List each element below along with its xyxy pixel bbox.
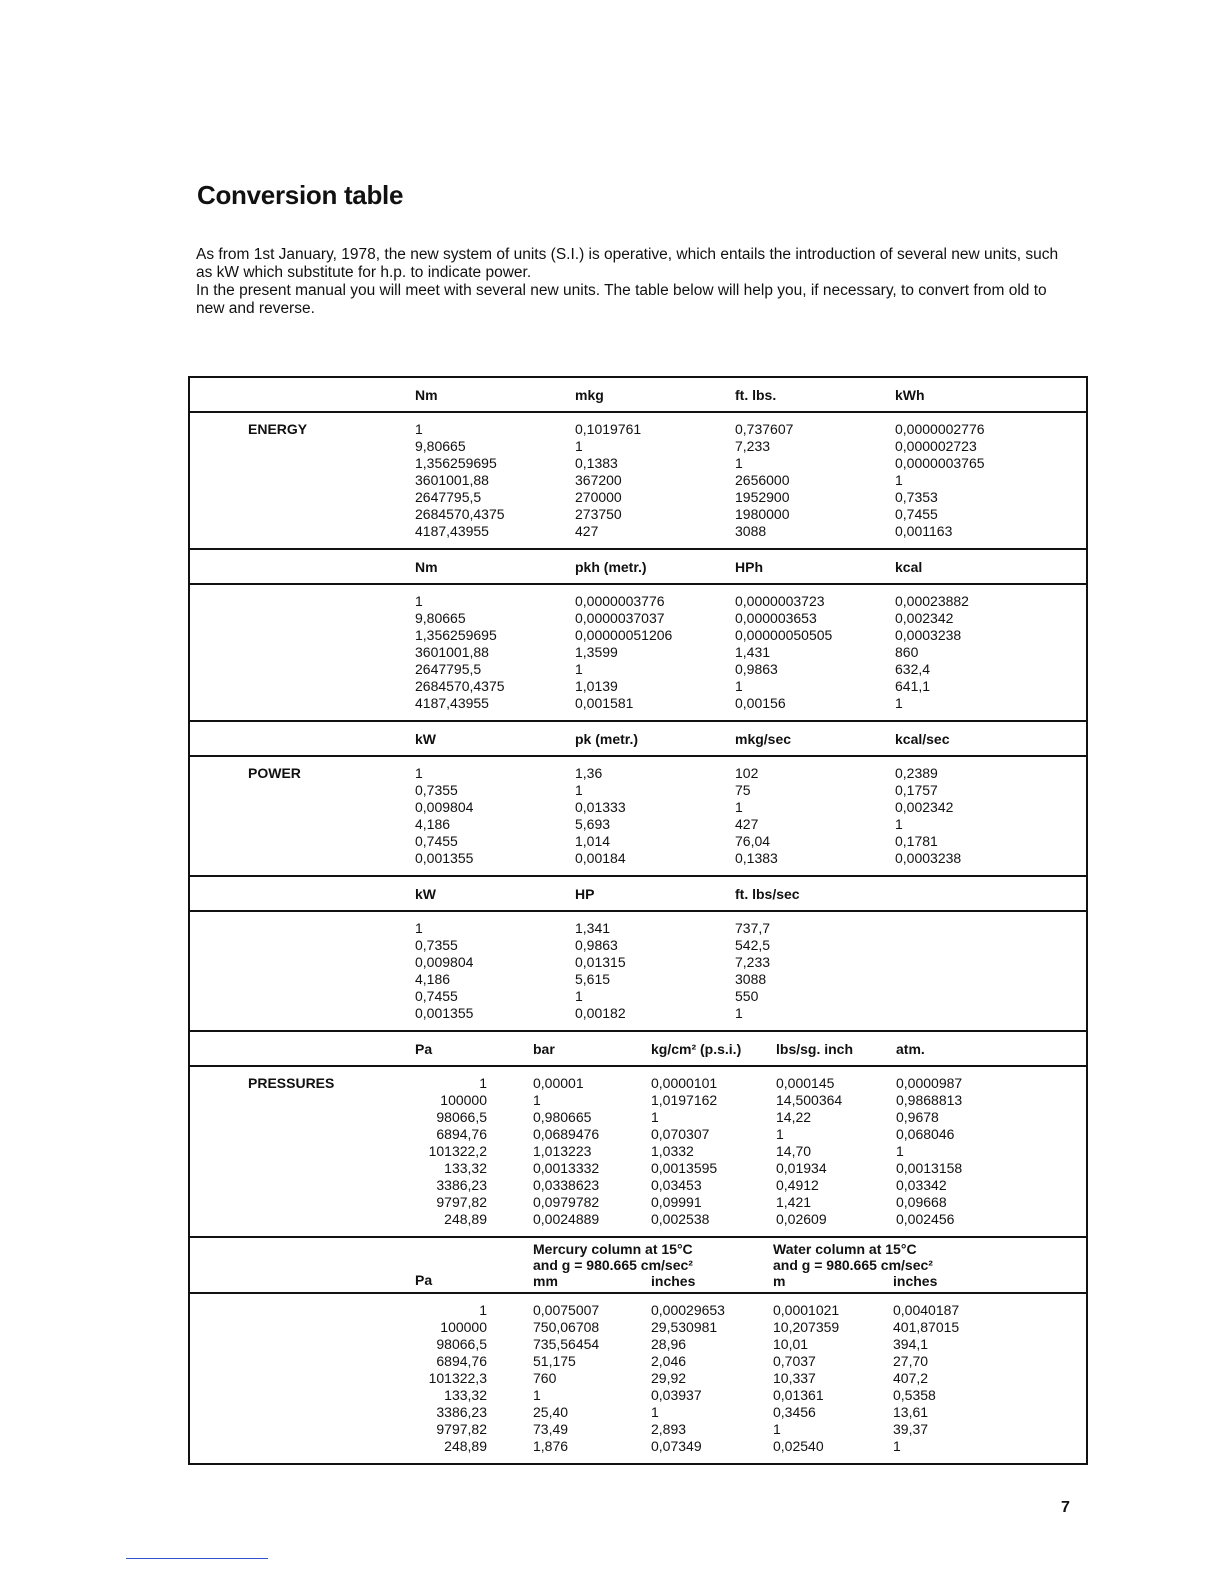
- table-cell: 1: [651, 1404, 659, 1420]
- table-cell: 1: [735, 1005, 743, 1021]
- table-cell: 0,7353: [895, 489, 938, 505]
- table-cell: 0,7355: [415, 937, 458, 953]
- table-cell: 51,175: [533, 1353, 576, 1369]
- value-column: [533, 1302, 651, 1455]
- table-cell: 407,2: [893, 1370, 929, 1386]
- table-cell: 0,00182: [575, 1005, 626, 1021]
- table-cell: 0,5358: [893, 1387, 936, 1403]
- table-cell: 0,0000003776: [575, 593, 665, 609]
- table-cell: 1: [575, 661, 583, 677]
- table-cell: 29,530981: [651, 1319, 718, 1335]
- table-cell: 641,1: [895, 678, 931, 694]
- table-cell: 1: [895, 695, 903, 711]
- value-column: [773, 1302, 893, 1455]
- table-cell: 367200: [575, 472, 622, 488]
- table-cell: 3601001,88: [415, 472, 489, 488]
- column-header: HPh: [735, 558, 763, 575]
- section-label: POWER: [248, 765, 301, 781]
- table-cell: 5,615: [575, 971, 611, 987]
- table-cell: 0,7455: [415, 833, 458, 849]
- table-cell: 1,36: [575, 765, 603, 781]
- table-cell: 0,0013158: [896, 1160, 963, 1176]
- table-cell: 550: [735, 988, 759, 1004]
- value-column: [735, 593, 895, 712]
- table-cell: 1: [773, 1421, 781, 1437]
- table-cell: 0,00000050505: [735, 627, 833, 643]
- table-cell: 0,2389: [895, 765, 938, 781]
- header-line: and g = 980.665 cm/sec²: [773, 1257, 933, 1273]
- table-cell: 0,7455: [895, 506, 938, 522]
- column-header: mm: [533, 1273, 558, 1289]
- table-cell: 100000: [440, 1092, 487, 1108]
- table-cell: 3386,23: [436, 1177, 487, 1193]
- value-column: [415, 765, 575, 867]
- table-cell: 0,0000003723: [735, 593, 825, 609]
- column-header: atm.: [896, 1040, 925, 1057]
- column-header: inches: [893, 1273, 938, 1289]
- section-label: PRESSURES: [248, 1075, 335, 1091]
- table-cell: 0,1757: [895, 782, 938, 798]
- footer-rule: [126, 1558, 268, 1559]
- table-body: [190, 585, 1086, 720]
- table-cell: 102: [735, 765, 759, 781]
- table-cell: 0,03342: [896, 1177, 947, 1193]
- table-cell: 0,0024889: [533, 1211, 600, 1227]
- column-header: kcal: [895, 558, 923, 575]
- value-column: [575, 920, 735, 1022]
- table-cell: 73,49: [533, 1421, 569, 1437]
- table-cell: 0,4912: [776, 1177, 819, 1193]
- table-cell: 4187,43955: [415, 523, 489, 539]
- section-label: [190, 593, 415, 712]
- table-cell: 1: [533, 1387, 541, 1403]
- table-cell: 750,06708: [533, 1319, 600, 1335]
- table-cell: 0,1383: [735, 850, 778, 866]
- table-body: [190, 1294, 1086, 1463]
- table-cell: 1: [533, 1092, 541, 1108]
- table-cell: 0,01361: [773, 1387, 824, 1403]
- table-cell: 28,96: [651, 1336, 687, 1352]
- table-cell: 0,01934: [776, 1160, 827, 1176]
- value-column: [575, 593, 735, 712]
- table-cell: 0,737607: [735, 421, 794, 437]
- column-header: lbs/sg. inch: [776, 1040, 854, 1057]
- table-cell: 0,7455: [415, 988, 458, 1004]
- column-header: m: [773, 1273, 786, 1289]
- table-cell: 9,80665: [415, 438, 466, 454]
- table-cell: 4,186: [415, 971, 451, 987]
- table-body: [190, 757, 1086, 875]
- table-cell: 0,0000002776: [895, 421, 985, 437]
- value-column: [735, 765, 895, 867]
- table-cell: 1: [735, 678, 743, 694]
- table-cell: 1: [415, 593, 423, 609]
- table-cell: 101322,2: [428, 1143, 487, 1159]
- table-cell: 0,02540: [773, 1438, 824, 1454]
- table-cell: 0,0003238: [895, 627, 962, 643]
- table-cell: 2684570,4375: [415, 506, 505, 522]
- table-cell: 14,500364: [776, 1092, 843, 1108]
- column-header: kWh: [895, 386, 925, 403]
- table-cell: 0,001355: [415, 850, 474, 866]
- column-header: mkg: [575, 386, 604, 403]
- table-cell: 0,9863: [735, 661, 778, 677]
- table-cell: 1980000: [735, 506, 790, 522]
- value-column: [895, 765, 961, 867]
- table-cell: 0,00029653: [651, 1302, 725, 1318]
- table-cell: 0,0000987: [896, 1075, 963, 1091]
- value-column: [415, 593, 575, 712]
- table-cell: 0,0979782: [533, 1194, 600, 1210]
- value-column: [893, 1302, 959, 1455]
- table-cell: 1: [776, 1126, 784, 1142]
- table-cell: 270000: [575, 489, 622, 505]
- table-cell: 1: [895, 816, 903, 832]
- value-column: [415, 1075, 487, 1228]
- table-cell: 0,070307: [651, 1126, 710, 1142]
- value-column: [575, 765, 735, 867]
- table-cell: 6894,76: [436, 1126, 487, 1142]
- table-cell: 1,0139: [575, 678, 618, 694]
- value-column: [651, 1075, 776, 1228]
- column-header: Nm: [415, 558, 438, 575]
- table-cell: 1,0197162: [651, 1092, 718, 1108]
- table-cell: 273750: [575, 506, 622, 522]
- table-cell: 0,000003653: [735, 610, 817, 626]
- table-cell: 5,693: [575, 816, 611, 832]
- table-cell: 760: [533, 1370, 557, 1386]
- table-cell: 0,0001021: [773, 1302, 840, 1318]
- table-cell: 14,22: [776, 1109, 812, 1125]
- table-cell: 76,04: [735, 833, 771, 849]
- table-cell: 7,233: [735, 438, 771, 454]
- table-cell: 632,4: [895, 661, 931, 677]
- table-cell: 0,001581: [575, 695, 634, 711]
- table-cell: 2,893: [651, 1421, 687, 1437]
- table-cell: 0,00156: [735, 695, 786, 711]
- table-cell: 0,0000003765: [895, 455, 985, 471]
- section-label: [190, 1302, 415, 1455]
- table-cell: 248,89: [444, 1211, 487, 1227]
- value-column: [735, 920, 895, 1022]
- table-cell: 1952900: [735, 489, 790, 505]
- table-cell: 394,1: [893, 1336, 929, 1352]
- table-cell: 0,0040187: [893, 1302, 960, 1318]
- table-cell: 75: [735, 782, 751, 798]
- table-header-row: [190, 875, 1086, 912]
- table-cell: 14,70: [776, 1143, 812, 1159]
- table-cell: 0,002538: [651, 1211, 710, 1227]
- table-cell: 0,09991: [651, 1194, 702, 1210]
- page-title: Conversion table: [197, 180, 404, 210]
- table-cell: 1: [575, 438, 583, 454]
- table-cell: 2647795,5: [415, 489, 482, 505]
- intro-paragraph: As from 1st January, 1978, the new system of units (S.I.) is operative, which entails the introduction of several new units, such as kW which substitute for h.p. to indicate power.: [196, 246, 1059, 281]
- table-cell: 10,01: [773, 1336, 809, 1352]
- table-cell: 1,0332: [651, 1143, 694, 1159]
- table-cell: 0,0689476: [533, 1126, 600, 1142]
- column-header: Pa: [415, 1272, 433, 1288]
- column-header: kg/cm² (p.s.i.): [651, 1040, 742, 1057]
- table-cell: 9797,82: [436, 1421, 487, 1437]
- table-cell: 1: [735, 799, 743, 815]
- table-cell: 1: [575, 782, 583, 798]
- table-cell: 0,002342: [895, 799, 954, 815]
- table-cell: 1: [415, 421, 423, 437]
- table-cell: 29,92: [651, 1370, 687, 1386]
- table-cell: 248,89: [444, 1438, 487, 1454]
- table-cell: 0,02609: [776, 1211, 827, 1227]
- mercury-header: [533, 1238, 773, 1292]
- intro-text: [196, 246, 1076, 318]
- section-label: ENERGY: [248, 421, 308, 437]
- table-cell: 1,014: [575, 833, 611, 849]
- table-cell: 737,7: [735, 920, 771, 936]
- table-cell: 1: [575, 988, 583, 1004]
- table-cell: 1: [479, 1302, 487, 1318]
- table-cell: 0,01333: [575, 799, 626, 815]
- table-body: [190, 1067, 1086, 1236]
- column-header: pkh (metr.): [575, 558, 647, 575]
- value-column: [895, 593, 969, 712]
- table-cell: 4187,43955: [415, 695, 489, 711]
- table-cell: 1,421: [776, 1194, 812, 1210]
- table-cell: 10,337: [773, 1370, 816, 1386]
- table-cell: 0,980665: [533, 1109, 592, 1125]
- value-column: [896, 1075, 962, 1228]
- table-cell: 0,1781: [895, 833, 938, 849]
- table-cell: 39,37: [893, 1421, 929, 1437]
- table-cell: 1,356259695: [415, 455, 497, 471]
- table-cell: 427: [735, 816, 759, 832]
- table-cell: 0,0338623: [533, 1177, 600, 1193]
- table-cell: 0,0000101: [651, 1075, 718, 1091]
- water-header: [773, 1238, 1013, 1292]
- table-body: [190, 912, 1086, 1030]
- table-cell: 4,186: [415, 816, 451, 832]
- table-cell: 3601001,88: [415, 644, 489, 660]
- table-cell: 6894,76: [436, 1353, 487, 1369]
- table-header-row: [190, 1030, 1086, 1067]
- table-cell: 1,356259695: [415, 627, 497, 643]
- table-header-row: [190, 548, 1086, 585]
- column-header: ft. lbs/sec: [735, 885, 800, 902]
- table-cell: 0,0013332: [533, 1160, 600, 1176]
- table-cell: 427: [575, 523, 599, 539]
- conversion-table: [188, 376, 1088, 1465]
- value-column: [651, 1302, 773, 1455]
- table-cell: 0,009804: [415, 799, 474, 815]
- header-line: Mercury column at 15°C: [533, 1241, 693, 1257]
- column-header: kcal/sec: [895, 730, 950, 747]
- table-cell: 3088: [735, 523, 767, 539]
- table-cell: 0,07349: [651, 1438, 702, 1454]
- table-cell: 0,1383: [575, 455, 618, 471]
- column-header: kW: [415, 885, 436, 902]
- table-cell: 0,9678: [896, 1109, 939, 1125]
- table-cell: 1,431: [735, 644, 771, 660]
- table-cell: 1: [896, 1143, 904, 1159]
- table-body: [190, 413, 1086, 548]
- column-header: bar: [533, 1040, 555, 1057]
- section-label: [190, 920, 415, 1022]
- table-cell: 0,7355: [415, 782, 458, 798]
- table-cell: 98066,5: [436, 1109, 487, 1125]
- table-cell: 0,00000051206: [575, 627, 673, 643]
- table-cell: 0,03453: [651, 1177, 702, 1193]
- header-line: Water column at 15°C: [773, 1241, 917, 1257]
- table-header-row: [190, 378, 1086, 413]
- column-header: mkg/sec: [735, 730, 792, 747]
- table-cell: 98066,5: [436, 1336, 487, 1352]
- table-cell: 27,70: [893, 1353, 929, 1369]
- column-header: Pa: [415, 1040, 433, 1057]
- table-cell: 1,013223: [533, 1143, 592, 1159]
- table-header-row: [190, 1236, 1086, 1294]
- table-cell: 0,0013595: [651, 1160, 718, 1176]
- table-cell: 401,87015: [893, 1319, 960, 1335]
- table-cell: 3088: [735, 971, 767, 987]
- table-cell: 0,00001: [533, 1075, 584, 1091]
- table-cell: 0,01315: [575, 954, 626, 970]
- table-cell: 25,40: [533, 1404, 569, 1420]
- table-cell: 3386,23: [436, 1404, 487, 1420]
- table-cell: 13,61: [893, 1404, 929, 1420]
- table-cell: 2,046: [651, 1353, 687, 1369]
- table-cell: 1: [651, 1109, 659, 1125]
- table-cell: 0,0003238: [895, 850, 962, 866]
- value-column: [415, 920, 575, 1022]
- table-cell: 0,002456: [896, 1211, 955, 1227]
- table-cell: 0,1019761: [575, 421, 642, 437]
- value-column: [415, 1302, 487, 1455]
- table-cell: 10,207359: [773, 1319, 840, 1335]
- table-cell: 101322,3: [428, 1370, 487, 1386]
- table-cell: 0,00023882: [895, 593, 969, 609]
- table-cell: 1: [415, 920, 423, 936]
- table-cell: 0,09668: [896, 1194, 947, 1210]
- table-cell: 133,32: [444, 1160, 487, 1176]
- column-header: Nm: [415, 386, 438, 403]
- page-number: 7: [1061, 1499, 1070, 1516]
- table-cell: 0,9863: [575, 937, 618, 953]
- table-cell: 2656000: [735, 472, 790, 488]
- table-header-row: [190, 720, 1086, 757]
- table-cell: 860: [895, 644, 919, 660]
- table-cell: 133,32: [444, 1387, 487, 1403]
- table-cell: 1,3599: [575, 644, 618, 660]
- table-cell: 0,009804: [415, 954, 474, 970]
- table-cell: 1: [893, 1438, 901, 1454]
- value-column: [533, 1075, 651, 1228]
- table-cell: 0,000002723: [895, 438, 977, 454]
- table-cell: 0,03937: [651, 1387, 702, 1403]
- table-cell: 1,876: [533, 1438, 569, 1454]
- intro-paragraph: In the present manual you will meet with several new units. The table below will help you, if necessary, to convert from old to new and reverse.: [196, 282, 1047, 317]
- table-cell: 0,002342: [895, 610, 954, 626]
- table-cell: 7,233: [735, 954, 771, 970]
- table-cell: 1,341: [575, 920, 611, 936]
- table-cell: 1: [479, 1075, 487, 1091]
- value-column: [415, 421, 575, 540]
- table-cell: 2647795,5: [415, 661, 482, 677]
- table-cell: 1: [735, 455, 743, 471]
- value-column: [575, 421, 735, 540]
- table-cell: 542,5: [735, 937, 771, 953]
- value-column: [735, 421, 895, 540]
- table-cell: 0,0075007: [533, 1302, 600, 1318]
- table-cell: 9797,82: [436, 1194, 487, 1210]
- table-cell: 0,3456: [773, 1404, 816, 1420]
- table-cell: 0,000145: [776, 1075, 835, 1091]
- table-cell: 1: [415, 765, 423, 781]
- table-cell: 0,001163: [895, 523, 953, 539]
- table-cell: 0,001355: [415, 1005, 474, 1021]
- column-header: HP: [575, 885, 595, 902]
- column-header: kW: [415, 730, 436, 747]
- table-cell: 0,00184: [575, 850, 626, 866]
- table-cell: 0,0000037037: [575, 610, 665, 626]
- table-cell: 0,9868813: [896, 1092, 963, 1108]
- table-cell: 9,80665: [415, 610, 466, 626]
- table-cell: 735,56454: [533, 1336, 600, 1352]
- header-line: and g = 980.665 cm/sec²: [533, 1257, 693, 1273]
- table-cell: 2684570,4375: [415, 678, 505, 694]
- table-cell: 0,068046: [896, 1126, 955, 1142]
- value-column: [776, 1075, 896, 1228]
- column-header: inches: [651, 1273, 696, 1289]
- table-cell: 1: [895, 472, 903, 488]
- value-column: [895, 421, 985, 540]
- table-cell: 100000: [440, 1319, 487, 1335]
- column-header: pk (metr.): [575, 730, 639, 747]
- column-header: ft. lbs.: [735, 386, 777, 403]
- table-cell: 0,7037: [773, 1353, 816, 1369]
